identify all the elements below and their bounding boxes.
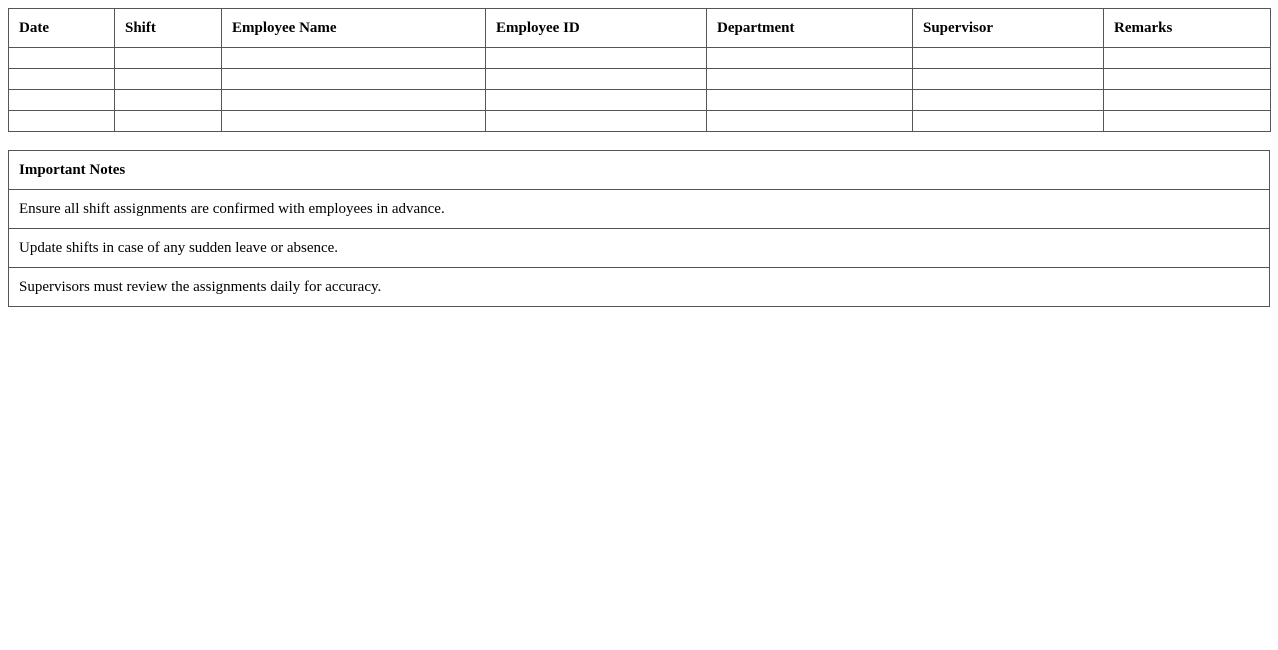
table-cell <box>486 90 707 111</box>
table-cell <box>1104 69 1271 90</box>
table-cell <box>222 69 486 90</box>
table-cell <box>913 111 1104 132</box>
column-header-employee-name: Employee Name <box>222 9 486 48</box>
table-cell <box>913 69 1104 90</box>
document-page <box>0 0 1278 315</box>
note-text: Update shifts in case of any sudden leave or absence. <box>9 229 1270 268</box>
column-header-remarks: Remarks <box>1104 9 1271 48</box>
table-cell <box>913 48 1104 69</box>
note-text: Supervisors must review the assignments daily for accuracy. <box>9 268 1270 307</box>
table-cell <box>222 90 486 111</box>
column-header-department: Department <box>707 9 913 48</box>
table-cell <box>115 111 222 132</box>
table-cell <box>707 48 913 69</box>
table-cell <box>222 111 486 132</box>
table-cell <box>115 69 222 90</box>
table-cell <box>1104 111 1271 132</box>
column-header-employee-id: Employee ID <box>486 9 707 48</box>
table-cell <box>486 48 707 69</box>
column-header-supervisor: Supervisor <box>913 9 1104 48</box>
table-cell <box>1104 48 1271 69</box>
column-header-date: Date <box>9 9 115 48</box>
shift-schedule-table <box>8 8 1271 132</box>
table-header-row <box>9 9 1271 48</box>
table-cell <box>9 69 115 90</box>
table-cell <box>486 69 707 90</box>
table-cell <box>115 90 222 111</box>
notes-header-row <box>9 151 1270 190</box>
table-cell <box>707 90 913 111</box>
table-row <box>9 48 1271 69</box>
table-cell <box>222 48 486 69</box>
table-row <box>9 69 1271 90</box>
table-cell <box>9 90 115 111</box>
table-cell <box>913 90 1104 111</box>
table-cell <box>486 111 707 132</box>
table-row <box>9 90 1271 111</box>
table-cell <box>1104 90 1271 111</box>
note-text: Ensure all shift assignments are confirmed with employees in advance. <box>9 190 1270 229</box>
notes-title: Important Notes <box>9 151 1270 190</box>
list-item <box>9 190 1270 229</box>
list-item <box>9 229 1270 268</box>
table-cell <box>9 48 115 69</box>
table-row <box>9 111 1271 132</box>
list-item <box>9 268 1270 307</box>
table-cell <box>9 111 115 132</box>
column-header-shift: Shift <box>115 9 222 48</box>
table-cell <box>115 48 222 69</box>
table-cell <box>707 111 913 132</box>
table-cell <box>707 69 913 90</box>
important-notes-table <box>8 150 1270 307</box>
